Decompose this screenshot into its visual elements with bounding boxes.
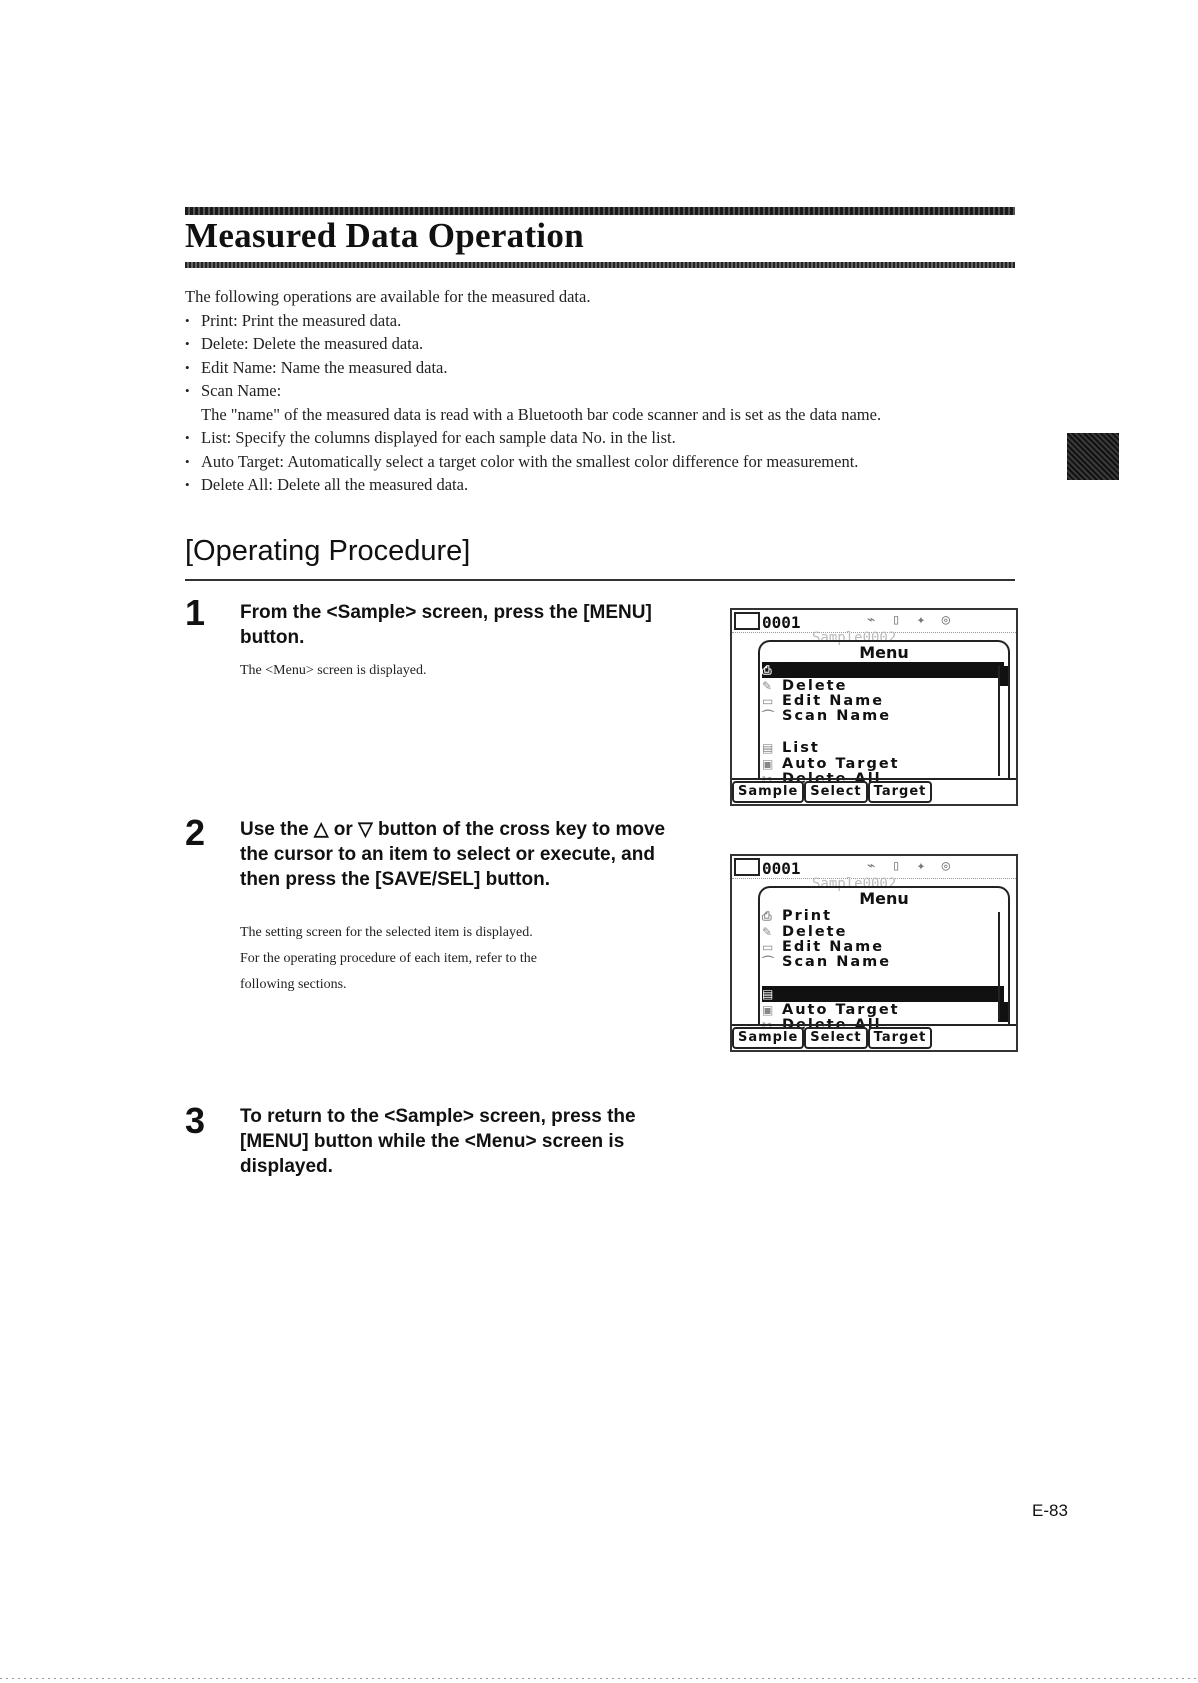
list-icon: ▤ [762, 741, 774, 755]
step-1-desc-line: The <Menu> screen is displayed. [240, 663, 427, 678]
list-icon: ▤ [762, 987, 774, 1001]
lcd-scroll-thumb [1000, 1002, 1008, 1022]
section-rule [185, 579, 1015, 581]
menu-item-edit-name[interactable]: ▭ Edit Name [762, 693, 885, 709]
bullet-delete-all: • Delete All: Delete all the measured data. [185, 473, 1045, 497]
lcd-scrollbar [998, 666, 1008, 776]
chapter-tab-marker [1067, 433, 1119, 480]
step-2-number: 2 [185, 812, 206, 853]
tab-target[interactable]: Target [868, 781, 933, 803]
intro-text [185, 285, 1045, 497]
step-1-number: 1 [185, 592, 206, 633]
bullet-auto-target: • Auto Target: Automatically select a target color with the smallest color difference for measurement. [185, 450, 1045, 474]
step-3-number: 3 [185, 1100, 206, 1141]
lcd-scrollbar [998, 912, 1008, 1022]
tab-select[interactable]: Select [804, 1027, 867, 1049]
edit-icon: ▭ [762, 940, 774, 954]
menu-item-list[interactable]: ▤ List [762, 740, 820, 756]
bullet-edit-name: • Edit Name: Name the measured data. [185, 356, 1045, 380]
intro-lead: The following operations are available for the measured data. [185, 287, 591, 306]
step-2-title [240, 817, 665, 892]
printer-icon: ⎙ [762, 909, 772, 923]
lcd-tab-bar [732, 1024, 1016, 1050]
lcd-sample-code: 0001 [734, 612, 801, 632]
tab-sample[interactable]: Sample [732, 781, 804, 803]
menu-item-list[interactable]: ▤ List [762, 986, 1004, 1002]
step-2-title-line: Use the △ or ▽ button of the cross key to move [240, 819, 666, 840]
menu-item-scan-name[interactable]: ⌒ Scan Name [762, 954, 892, 970]
tab-target[interactable]: Target [868, 1027, 933, 1049]
menu-item-delete[interactable]: ✎ Delete [762, 678, 848, 694]
auto-target-icon: ▣ [762, 757, 774, 771]
menu-item-scan-name[interactable]: ⌒ Scan Name [762, 708, 892, 724]
lcd-sample-name: Sample0002 [812, 630, 897, 646]
operation-list [185, 309, 1045, 497]
menu-item-print[interactable]: ⎙ Print [762, 908, 833, 924]
lcd-menu-title: Menu [859, 889, 909, 908]
step-2-desc-line: The setting screen for the selected item is displayed. [240, 925, 533, 940]
menu-item-delete[interactable]: ✎ Delete [762, 924, 848, 940]
menu-item-print[interactable]: ⎙ Print [762, 662, 1004, 678]
scanner-icon: ⌒ [762, 709, 775, 723]
page-number: E-83 [1032, 1501, 1068, 1520]
step-1-description [240, 658, 426, 684]
printer-icon: ⎙ [762, 663, 772, 677]
delete-all-icon: ✂ [762, 772, 773, 786]
edit-icon: ▭ [762, 694, 774, 708]
bullet-list: • List: Specify the columns displayed for each sample data No. in the list. [185, 426, 1045, 450]
step-3-title [240, 1104, 636, 1179]
status-icons: ⌁ ▯ ✦ ◎ [867, 858, 955, 874]
delete-all-icon: ✂ [762, 1018, 773, 1032]
lcd-tab-bar [732, 778, 1016, 804]
scanner-icon: ⌒ [762, 955, 775, 969]
lcd-menu-panel [758, 640, 1010, 787]
menu-screen-2 [730, 854, 1018, 1052]
memory-icon [734, 858, 760, 876]
menu-item-delete-all[interactable]: ✂ Delete All [762, 1017, 882, 1033]
lcd-menu-panel [758, 886, 1010, 1033]
lcd-sample-name: Sample0002 [812, 876, 897, 892]
menu-item-auto-target[interactable]: ▣ Auto Target [762, 1002, 900, 1018]
section-heading: [Operating Procedure] [185, 535, 471, 567]
lcd-sample-code: 0001 [734, 858, 801, 878]
menu-item-delete-all[interactable]: ✂ Delete All [762, 771, 882, 787]
auto-target-icon: ▣ [762, 1003, 774, 1017]
lcd-status-bar [732, 856, 1016, 892]
step-1-title-line: From the <Sample> screen, press the [MENU] [240, 602, 652, 623]
delete-icon: ✎ [762, 679, 773, 693]
delete-icon: ✎ [762, 925, 773, 939]
status-icons: ⌁ ▯ ✦ ◎ [867, 612, 955, 628]
lcd-scroll-thumb [1000, 666, 1008, 686]
memory-icon [734, 612, 760, 630]
lcd-status-bar [732, 610, 1016, 646]
step-1-title-line: button. [240, 627, 305, 648]
menu-screen-1 [730, 608, 1018, 806]
step-1-title [240, 600, 652, 650]
tab-select[interactable]: Select [804, 781, 867, 803]
step-3-title-line: displayed. [240, 1156, 333, 1177]
bullet-delete: • Delete: Delete the measured data. [185, 332, 1045, 356]
step-2-desc-line: For the operating procedure of each item, refer to the [240, 951, 537, 966]
step-3-title-line: To return to the <Sample> screen, press the [240, 1106, 636, 1127]
tab-sample[interactable]: Sample [732, 1027, 804, 1049]
step-3-title-line: [MENU] button while the <Menu> screen is [240, 1131, 625, 1152]
page-title: Measured Data Operation [185, 216, 584, 255]
step-2-description [240, 920, 537, 998]
menu-item-auto-target[interactable]: ▣ Auto Target [762, 756, 900, 772]
scan-edge [0, 1678, 1198, 1679]
menu-item-edit-name[interactable]: ▭ Edit Name [762, 939, 885, 955]
bullet-scan-name: • Scan Name: [185, 379, 1045, 403]
lcd-menu-title: Menu [859, 643, 909, 662]
step-2-desc-line: following sections. [240, 977, 347, 992]
step-2-title-line: the cursor to an item to select or execute, and [240, 844, 655, 865]
scan-name-detail: The "name" of the measured data is read with a Bluetooth bar code scanner and is set as the data name. [201, 404, 882, 424]
step-2-title-line: then press the [SAVE/SEL] button. [240, 869, 550, 890]
bullet-print: • Print: Print the measured data. [185, 309, 1045, 333]
title-rule-bottom [185, 262, 1015, 268]
title-rule-top [185, 207, 1015, 215]
